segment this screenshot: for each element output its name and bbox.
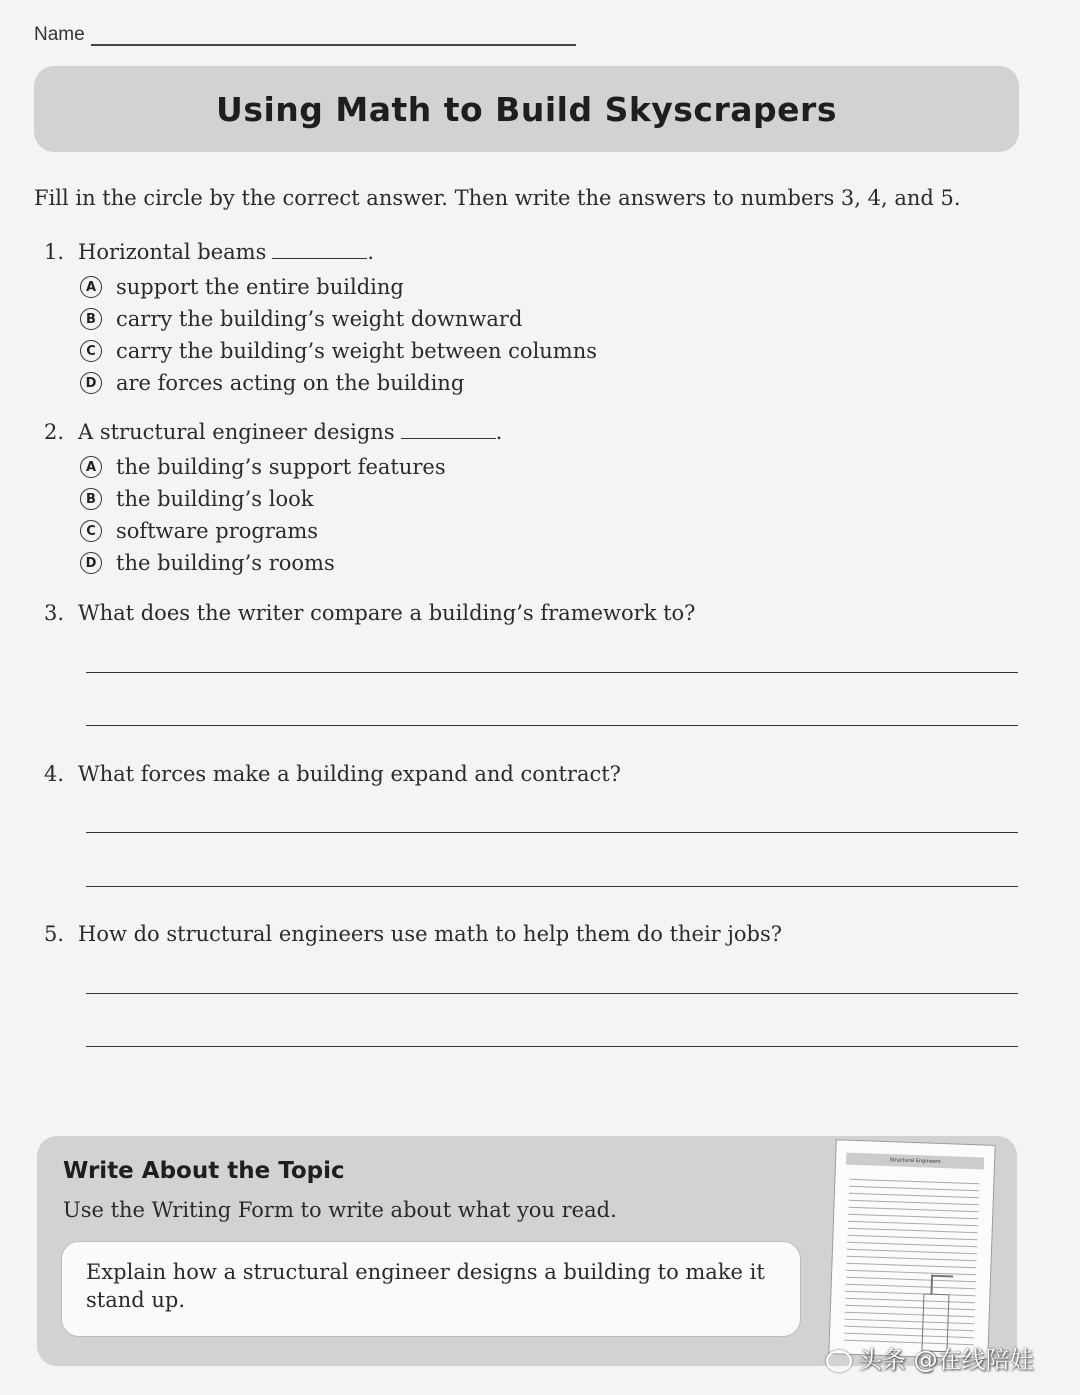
name-field[interactable] [91, 26, 576, 46]
answer-line[interactable] [86, 993, 1018, 994]
name-label: Name [34, 24, 85, 45]
bubble-c-icon[interactable]: C [80, 520, 102, 542]
writing-form-title: Structural Engineers [846, 1153, 984, 1170]
option-b[interactable] [80, 483, 446, 515]
option-text: are forces acting on the building [116, 371, 465, 395]
question-text: A structural engineer designs [78, 420, 395, 444]
option-c[interactable] [80, 515, 446, 547]
bubble-a-icon[interactable]: A [80, 456, 102, 478]
option-c[interactable] [80, 335, 597, 367]
answer-line[interactable] [86, 886, 1018, 887]
question-3 [44, 601, 695, 625]
writing-form-thumbnail [828, 1139, 995, 1359]
option-d[interactable] [80, 367, 597, 399]
question-text: Horizontal beams [78, 240, 267, 264]
question-5 [44, 922, 782, 946]
option-text: carry the building’s weight downward [116, 307, 523, 331]
name-row [34, 24, 576, 46]
bubble-c-icon[interactable]: C [80, 340, 102, 362]
option-text: carry the building’s weight between columns [116, 339, 598, 363]
title-banner [34, 66, 1019, 152]
option-a[interactable] [80, 451, 446, 483]
write-about-subtext: Use the Writing Form to write about what you read. [63, 1198, 617, 1222]
question-number: 4. [44, 762, 65, 786]
option-d[interactable] [80, 547, 446, 579]
question-suffix: . [367, 240, 375, 264]
question-number: 5. [44, 922, 65, 946]
option-text: software programs [116, 519, 319, 543]
bubble-b-icon[interactable]: B [80, 308, 102, 330]
answer-line[interactable] [86, 672, 1018, 673]
option-a[interactable] [80, 271, 597, 303]
bubble-d-icon[interactable]: D [80, 372, 102, 394]
question-number: 3. [44, 601, 65, 625]
question-2 [44, 420, 502, 444]
option-b[interactable] [80, 303, 597, 335]
question-4 [44, 762, 621, 786]
question-number: 2. [44, 420, 65, 444]
option-text: the building’s look [116, 487, 314, 511]
option-text: support the entire building [116, 275, 404, 299]
answer-blank [401, 425, 496, 439]
instructions: Fill in the circle by the correct answer. Then write the answers to numbers 3, 4, and 5. [34, 186, 961, 210]
writing-prompt: Explain how a structural engineer designs a building to make it stand up. [61, 1241, 801, 1337]
question-2-options [80, 451, 446, 579]
question-text: What forces make a building expand and contract? [78, 762, 621, 786]
option-text: the building’s rooms [116, 551, 335, 575]
bubble-d-icon[interactable]: D [80, 552, 102, 574]
question-text: How do structural engineers use math to help them do their jobs? [78, 922, 783, 946]
write-about-box [37, 1136, 1017, 1366]
writing-form-lines [844, 1173, 980, 1345]
wechat-icon [826, 1350, 852, 1372]
bubble-b-icon[interactable]: B [80, 488, 102, 510]
answer-line[interactable] [86, 1046, 1018, 1047]
question-number: 1. [44, 240, 65, 264]
watermark-text: 头条 @在线陪娃 [858, 1346, 1034, 1374]
answer-line[interactable] [86, 725, 1018, 726]
bubble-a-icon[interactable]: A [80, 276, 102, 298]
watermark [826, 1340, 1034, 1375]
page-title: Using Math to Build Skyscrapers [216, 89, 837, 129]
question-1-options [80, 271, 597, 399]
question-text: What does the writer compare a building’s framework to? [78, 601, 696, 625]
question-suffix: . [495, 420, 503, 444]
answer-blank [272, 245, 367, 259]
answer-line[interactable] [86, 832, 1018, 833]
write-about-heading: Write About the Topic [63, 1158, 345, 1184]
question-1 [44, 240, 374, 264]
option-text: the building’s support features [116, 455, 446, 479]
